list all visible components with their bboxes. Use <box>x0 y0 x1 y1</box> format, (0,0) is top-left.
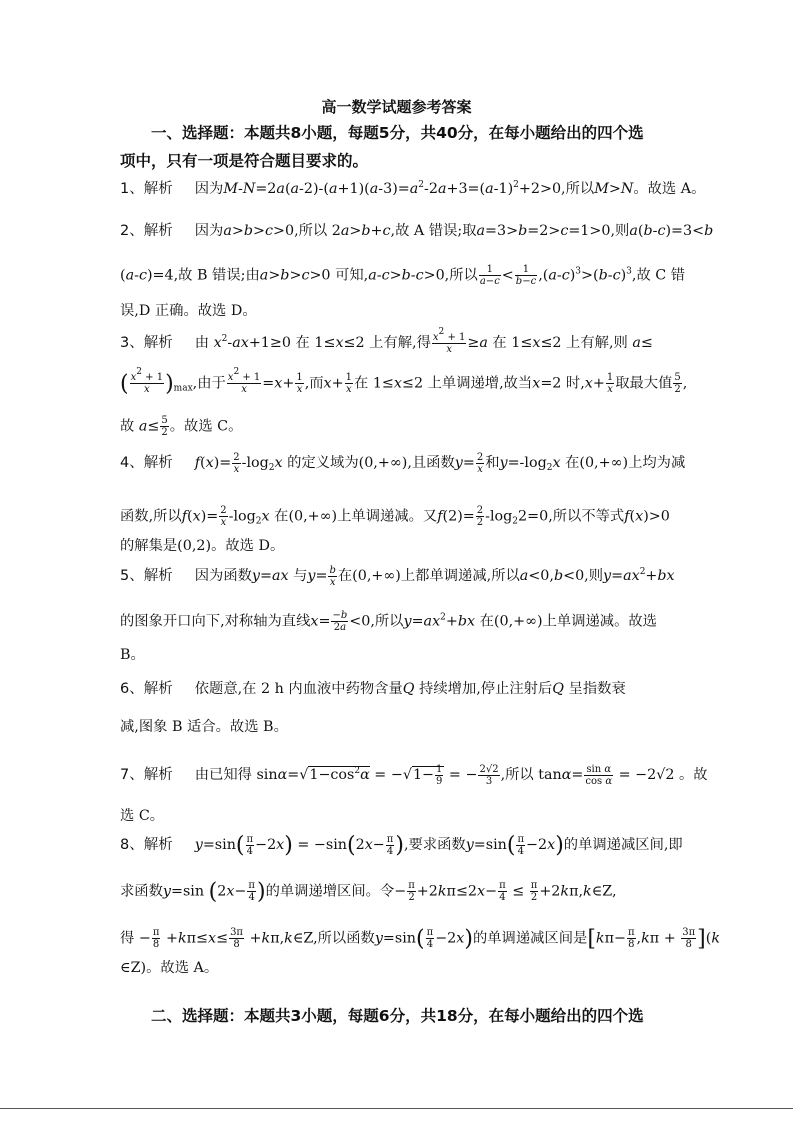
q5-line-1: 5、解析 因为函数y=ax 与y= $\frac{b}{x}$ 在(0,+∞)上都单调递减,所以a<0,b<0,则$y=ax^2+bx$ <box>120 564 675 588</box>
q8-line-4: ∈Z)。故选 A。 <box>120 960 219 976</box>
q8-line-2: 求函数y=sin (2x− $\frac{\pi}{4}$ )的单调递增区间。令− $\frac{\pi}{2}$ +2kπ≤2x− $\frac{\pi}{4}$ ≤ $\frac{\pi}{2}$ +2kπ,k∈Z, <box>120 879 617 905</box>
q6-line-1: 6、解析 依题意,在 2 h 内血液中药物含量Q 持续增加,停止注射后Q 呈指数衰 <box>120 681 626 697</box>
q4-label: 4、解析 <box>120 455 173 471</box>
q4-line-1: 4、解析 f(x)= $\frac{2}{x}$ $-\log_2x$ 的定义域为(0,+∞),且函数y= $\frac{2}{x}$ 和$y=-\log_2x$ 在(0,+∞)上均为减 <box>120 451 686 475</box>
page-title: 高一数学试题参考答案 <box>321 98 472 116</box>
q4-line-2: 函数,所以f(x)= $\frac{2}{x}$ $-\log_2x$ 在(0,+∞)上单调递减。又f(2)= $\frac{2}{2}$ $-\log_22=0$,所以不等式f(x)>0 <box>120 505 670 528</box>
q5-line-3: B。 <box>120 647 145 663</box>
q7-label: 7、解析 <box>120 767 173 783</box>
section-1-heading <box>120 119 685 175</box>
q8-line-3: 得 − $\frac{\pi}{8}$ +kπ≤x≤ $\frac{3\pi}{8}$ +kπ,k∈Z,所以函数y=sin( $\frac{\pi}{4}$ −2x)的单调递减区间是[kπ− $\frac{\pi}{8}$ ,kπ + $\frac{3\pi}{8}$ ](k <box>120 926 721 952</box>
q8-line-1: 8、解析 y=sin( $\frac{\pi}{4}$ −2x) = −sin(2x− $\frac{\pi}{4}$ ),要求函数y=sin( $\frac{\pi}{4}$ −2x)的单调递减区间,即 <box>120 833 683 858</box>
q3-line-2: ( $\frac{x^2 + 1}{x}$ )$_{max}$,由于 $\frac{x^2 + 1}{x}$ =x+ $\frac{1}{x}$ ,而x+ $\frac{1}{x}$ 在 1≤x≤2 上单调递增,故当x=2 时,x+ $\frac{1}{x}$ 取最大值 $\frac{5}{2}$ , <box>120 367 688 397</box>
section-1-line-1: 一、选择题：本题共8小题，每题5分，共40分，在每小题给出的四个选 <box>151 124 644 142</box>
q6-line-2: 减,图象 B 适合。故选 B。 <box>120 719 288 735</box>
q5-label: 5、解析 <box>120 568 173 584</box>
q3-line-3: 故 a≤ $\frac{5}{2}$ 。故选 C。 <box>120 415 243 438</box>
page-bottom-divider <box>0 1108 793 1109</box>
q1-label: 1、解析 <box>120 181 173 197</box>
section-2-line-1: 二、选择题：本题共3小题，每题6分，共18分，在每小题给出的四个选 <box>151 1007 644 1025</box>
section-2-heading <box>120 1002 685 1030</box>
q7-line-2: 选 C。 <box>120 808 165 824</box>
q2-line-3: 误,D 正确。故选 D。 <box>120 303 257 319</box>
q8-label: 8、解析 <box>120 837 173 853</box>
q5-line-2: 的图象开口向下,对称轴为直线x= $\frac{-b}{2a}$ <0,所以$y=ax^2+bx$ 在(0,+∞)上单调递减。故选 <box>120 610 657 633</box>
section-1-line-2: 项中，只有一项是符合题目要求的。 <box>120 152 369 170</box>
q2-line-2: (a-c)=4,故 B 错误;由a>b>c>0 可知,a-c>b-c>0,所以 $\frac{1}{a-c}$ < $\frac{1}{b-c}$ $,(a-c)^3>(b-c)^3$,故 C 错 <box>120 264 686 287</box>
q6-label: 6、解析 <box>120 681 173 697</box>
q3-label: 3、解析 <box>120 335 173 351</box>
q1-line: 1、解析 因为$M-N=2a(a-2)-(a+1)(a-3)=a^2-2a+3=(a-1)^2+2>0$,所以M>N。故选 A。 <box>120 180 706 197</box>
q4-line-3: 的解集是(0,2)。故选 D。 <box>120 538 285 554</box>
q7-line-1: 7、解析 由已知得 $\sin\alpha=√1-\cos^2\alpha = -√1-$ $\frac{1}{9}$ = − $\frac{2√2}{3}$ ,所以 tanα= $\frac{\text{sin α}}{\text{cos α}}$ = −2√2 。故 <box>120 763 708 787</box>
q3-line-1: 3、解析 由 $x^2-ax+1\ge 0$ 在 1≤x≤2 上有解,得 $\frac{x^2 + 1}{x}$ ≥a 在 1≤x≤2 上有解,则 a≤ <box>120 326 653 355</box>
q2-label: 2、解析 <box>120 223 173 239</box>
q2-line-1: 2、解析 因为a>b>c>0,所以 2a>b+c,故 A 错误;取a=3>b=2>c=1>0,则a(b-c)=3<b <box>120 223 714 239</box>
